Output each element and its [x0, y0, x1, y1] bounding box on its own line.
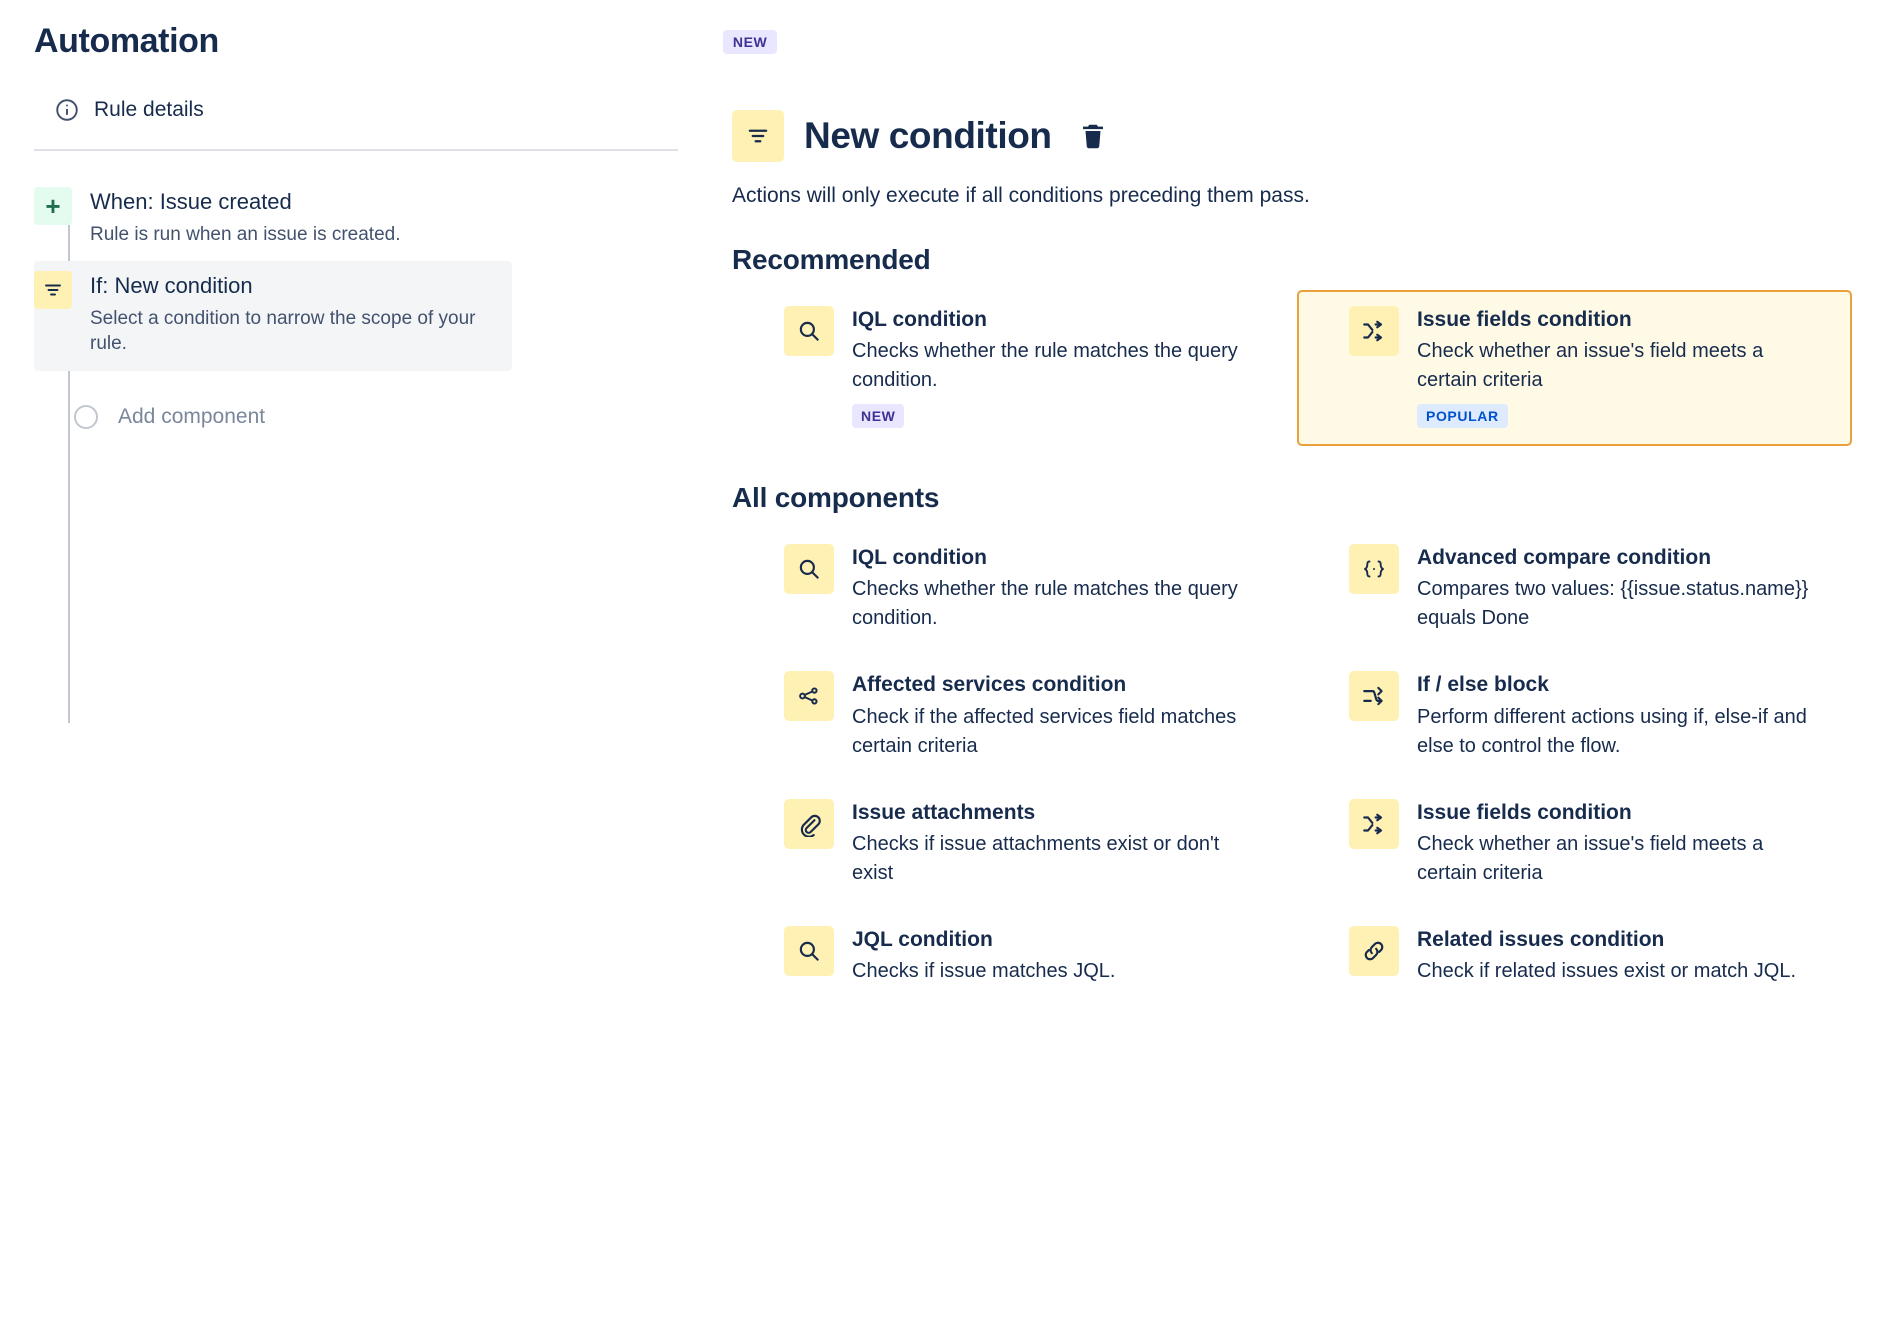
add-component-button[interactable]: [34, 371, 712, 429]
card-body: [1417, 799, 1817, 888]
search-icon: [784, 306, 834, 356]
page-title-new-badge: NEW: [723, 30, 777, 54]
rule-step-condition[interactable]: [34, 261, 512, 371]
link-icon: [1349, 926, 1399, 976]
condition-filter-icon: [732, 110, 784, 162]
rule-step-condition-title: If: New condition: [90, 273, 253, 299]
card-body: [852, 306, 1252, 428]
card-body: [1417, 306, 1817, 428]
rule-details-label: Rule details: [94, 98, 204, 121]
paperclip-icon: [784, 799, 834, 849]
rule-step-trigger-title: When: Issue created: [90, 189, 292, 214]
component-card-issue-attachments[interactable]: [732, 783, 1287, 906]
card-title: JQL condition: [852, 927, 993, 951]
card-description: Check whether an issue's field meets a certain criteria: [1417, 832, 1764, 884]
rule-step-condition-subtitle: Select a condition to narrow the scope of your rule.: [90, 307, 476, 355]
panel-subtitle: Actions will only execute if all conditions preceding them pass.: [732, 184, 1310, 207]
all-components-section-title: All components: [732, 482, 940, 514]
card-title: Advanced compare condition: [1417, 546, 1712, 570]
component-card-related-issues-condition[interactable]: [1297, 910, 1852, 1004]
card-body: [1417, 671, 1817, 760]
component-card-issue-fields-condition[interactable]: [1297, 783, 1852, 906]
add-component-circle-icon: [74, 405, 98, 429]
page-title: Automation: [34, 22, 219, 60]
automation-left-panel: [0, 0, 768, 1344]
component-card-iql-condition-recommended[interactable]: [732, 290, 1287, 446]
card-description: Perform different actions using if, else-if and else to control the flow.: [1417, 705, 1807, 757]
plus-icon: +: [34, 187, 72, 225]
search-icon: [784, 926, 834, 976]
card-title: Related issues condition: [1417, 927, 1665, 951]
card-description: Checks whether the rule matches the query condition.: [852, 340, 1238, 392]
rule-step-trigger-subtitle: Rule is run when an issue is created.: [90, 223, 401, 245]
new-condition-panel: [712, 0, 1892, 1344]
rule-chain: [0, 177, 712, 429]
component-card-advanced-compare-condition[interactable]: [1297, 528, 1852, 651]
card-description: Check if the affected services field matches certain criteria: [852, 705, 1237, 757]
panel-header: [732, 110, 1852, 162]
all-components-grid: [732, 528, 1852, 1004]
card-title: IQL condition: [852, 546, 987, 570]
card-body: [852, 544, 1252, 633]
condition-filter-icon: [34, 271, 72, 309]
left-divider: [34, 149, 678, 151]
component-card-jql-condition[interactable]: [732, 910, 1287, 1004]
card-description: Check if related issues exist or match JQL.: [1417, 959, 1797, 982]
card-title: Issue attachments: [852, 800, 1036, 824]
rule-details-item[interactable]: [0, 61, 712, 123]
card-badge-new: NEW: [852, 404, 904, 428]
card-title: IQL condition: [852, 308, 987, 331]
recommended-grid: [732, 290, 1852, 446]
card-title: Affected services condition: [852, 673, 1127, 697]
card-body: [852, 926, 1115, 986]
rule-step-trigger-text: [90, 187, 401, 247]
card-body: [1417, 544, 1817, 633]
shuffle-icon: [1349, 306, 1399, 356]
rule-step-condition-text: [90, 271, 488, 357]
card-title: Issue fields condition: [1417, 800, 1632, 824]
add-component-label: Add component: [118, 404, 266, 428]
card-title: Issue fields condition: [1417, 308, 1632, 331]
info-icon: [54, 97, 80, 123]
rule-step-trigger[interactable]: [34, 177, 712, 261]
component-card-issue-fields-condition-recommended[interactable]: [1297, 290, 1852, 446]
card-description: Checks if issue matches JQL.: [852, 959, 1116, 982]
search-icon: [784, 544, 834, 594]
panel-title: New condition: [804, 115, 1052, 156]
card-description: Compares two values: {{issue.status.name}} equals Done: [1417, 578, 1809, 630]
component-card-if-else-block[interactable]: [1297, 655, 1852, 778]
card-badge-popular: POPULAR: [1417, 404, 1508, 428]
card-body: [852, 671, 1252, 760]
card-description: Checks if issue attachments exist or don't exist: [852, 832, 1220, 884]
recommended-section-title: Recommended: [732, 244, 931, 275]
card-description: Check whether an issue's field meets a certain criteria: [1417, 340, 1764, 392]
page-title-row: [0, 0, 768, 61]
branch-icon: [1349, 671, 1399, 721]
card-title: If / else block: [1417, 673, 1549, 697]
card-description: Checks whether the rule matches the query condition.: [852, 578, 1238, 630]
component-card-affected-services-condition[interactable]: [732, 655, 1287, 778]
card-body: [1417, 926, 1796, 986]
braces-icon: [1349, 544, 1399, 594]
trash-icon[interactable]: [1078, 121, 1108, 151]
services-node-icon: [784, 671, 834, 721]
shuffle-icon: [1349, 799, 1399, 849]
card-body: [852, 799, 1252, 888]
component-card-iql-condition[interactable]: [732, 528, 1287, 651]
